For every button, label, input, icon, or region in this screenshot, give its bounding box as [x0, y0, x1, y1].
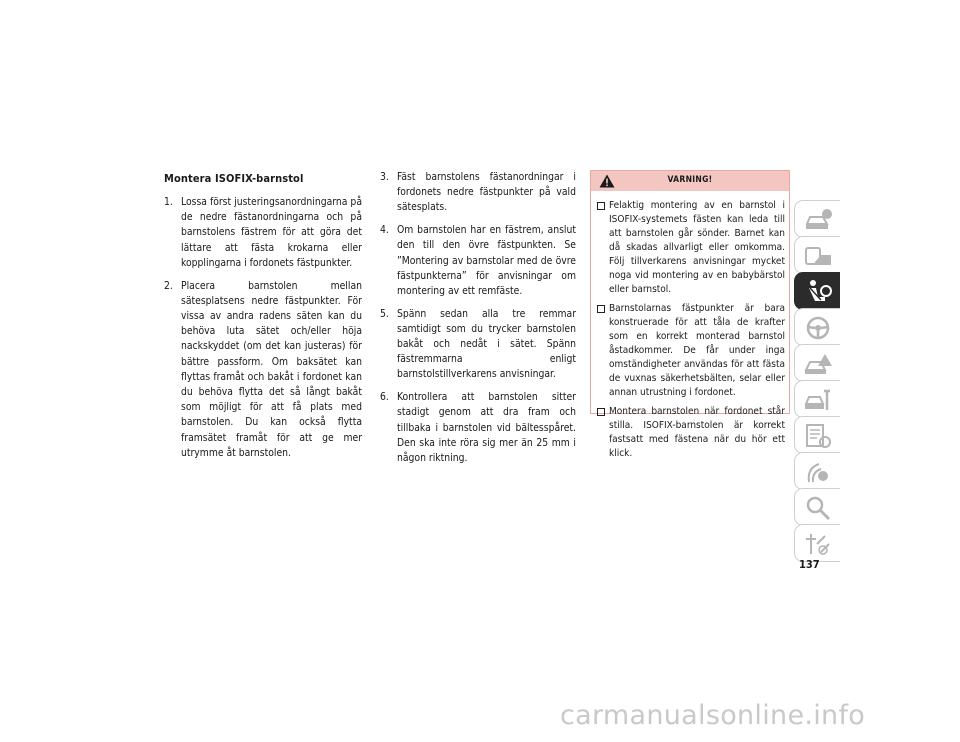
- step-number: 3.: [380, 171, 389, 183]
- warning-item-text: Barnstolarnas fästpunkter är bara konstruerade för att tåla de krafter som en korrekt monterad barnstol åstadkommer. De får under inga omständigheter användas för att fästa de vuxnas säkerhetsbälten, selar eller annan utrustning i fordonet.: [609, 303, 785, 398]
- warning-title: VARNING!: [667, 175, 713, 185]
- checkbox-bullet-icon: [597, 202, 605, 210]
- steps-column-left: [164, 195, 362, 468]
- tab-car-service[interactable]: [794, 380, 840, 418]
- checklist-icon: [803, 422, 833, 450]
- watermark[interactable]: carmanualsonline.info: [560, 700, 866, 731]
- language-icon: [803, 530, 833, 558]
- step-text: Placera barnstolen mellan sätesplatsens nedre fästpunkter. För vissa av andra radens säten kan du behöva luta sätet och/eller höja nackskyddet (om det kan justeras) för bättre passform. Om baksätet kan flyttas framåt och bakåt i fordonet kan du behöva flytta det så långt bakåt som möjligt för att få plats med barnstolen. Du kan också flytta framsätet framåt för att ge mer utrymme åt barnstolen.: [181, 279, 362, 459]
- step-text: Lossa först justeringsanordningarna på de nedre fästanordningarna och på barnstolens fästrem för att göra det lättare att fästa krokarna eller kopplingarna i fordonets fästpunkter.: [181, 196, 362, 269]
- tab-search[interactable]: [794, 488, 840, 526]
- step-2: [164, 279, 362, 461]
- tab-steering-wheel[interactable]: [794, 308, 840, 346]
- step-1: [164, 195, 362, 271]
- tab-seat-safety[interactable]: [794, 272, 840, 310]
- car-warning-icon: [803, 350, 833, 378]
- warning-list: [597, 199, 785, 466]
- step-number: 5.: [380, 307, 389, 320]
- car-key-icon: [803, 242, 833, 270]
- warning-item-text: Montera barnstolen när fordonet står stilla. ISOFIX-barnstolen är korrekt fastsatt med fästena när du hör ett klick.: [609, 406, 785, 459]
- steering-wheel-icon: [803, 314, 833, 342]
- tab-multimedia[interactable]: [794, 452, 840, 490]
- step-number: 6.: [380, 391, 389, 404]
- steps-column-middle: [380, 170, 576, 474]
- page-number: 137: [799, 558, 820, 571]
- step-number: 4.: [380, 224, 389, 237]
- checkbox-bullet-icon: [597, 408, 605, 416]
- tab-checklist[interactable]: [794, 416, 840, 454]
- step-3: [380, 170, 576, 216]
- warning-item: [597, 302, 785, 400]
- warning-header: [591, 171, 789, 191]
- car-info-icon: [803, 206, 833, 234]
- step-6: [380, 390, 576, 466]
- step-text: Fäst barnstolens fästanordningar i fordonets nedre fästpunkter på vald sätesplats.: [397, 171, 576, 214]
- tab-language[interactable]: [794, 524, 840, 562]
- search-icon: [803, 494, 833, 522]
- tab-car-key[interactable]: [794, 236, 840, 274]
- checkbox-bullet-icon: [597, 305, 605, 313]
- warning-item: [597, 199, 785, 297]
- step-number: 2.: [164, 279, 173, 292]
- step-number: 1.: [164, 196, 173, 208]
- step-4: [380, 223, 576, 299]
- seat-safety-icon: [803, 278, 833, 306]
- warning-item-text: Felaktig montering av en barnstol i ISOFIX-systemets fästen kan leda till att barnstolen går sönder. Barnet kan då skadas allvarligt eller omkomma. Följ tillverkarens anvisningar mycket noga vid montering av en babybärstol eller barnstol.: [609, 200, 785, 295]
- warning-box: [590, 170, 790, 459]
- tab-car-warning[interactable]: [794, 344, 840, 382]
- step-text: Kontrollera att barnstolen sitter stadigt genom att dra fram och tillbaka i barnstolen vid bältesspåret. Den ska inte röra sig mer än 25 mm i någon riktning.: [397, 391, 576, 464]
- step-5: [380, 307, 576, 383]
- warning-item: [597, 405, 785, 461]
- section-title: Montera ISOFIX-barnstol: [164, 172, 304, 185]
- step-text: Om barnstolen har en fästrem, anslut den till den övre fästpunkten. Se ”Montering av barnstolar med de övre fästpunkterna” för anvisningar om montering av ett remfäste.: [397, 224, 576, 297]
- car-service-icon: [803, 386, 833, 414]
- step-text: Spänn sedan alla tre remmar samtidigt som du trycker barnstolen bakåt och nedåt i sätet. Spänn fästremmarna enligt barnstolstillverkarens anvisningar.: [397, 307, 576, 381]
- tab-car-info[interactable]: [794, 200, 840, 238]
- multimedia-icon: [803, 458, 833, 486]
